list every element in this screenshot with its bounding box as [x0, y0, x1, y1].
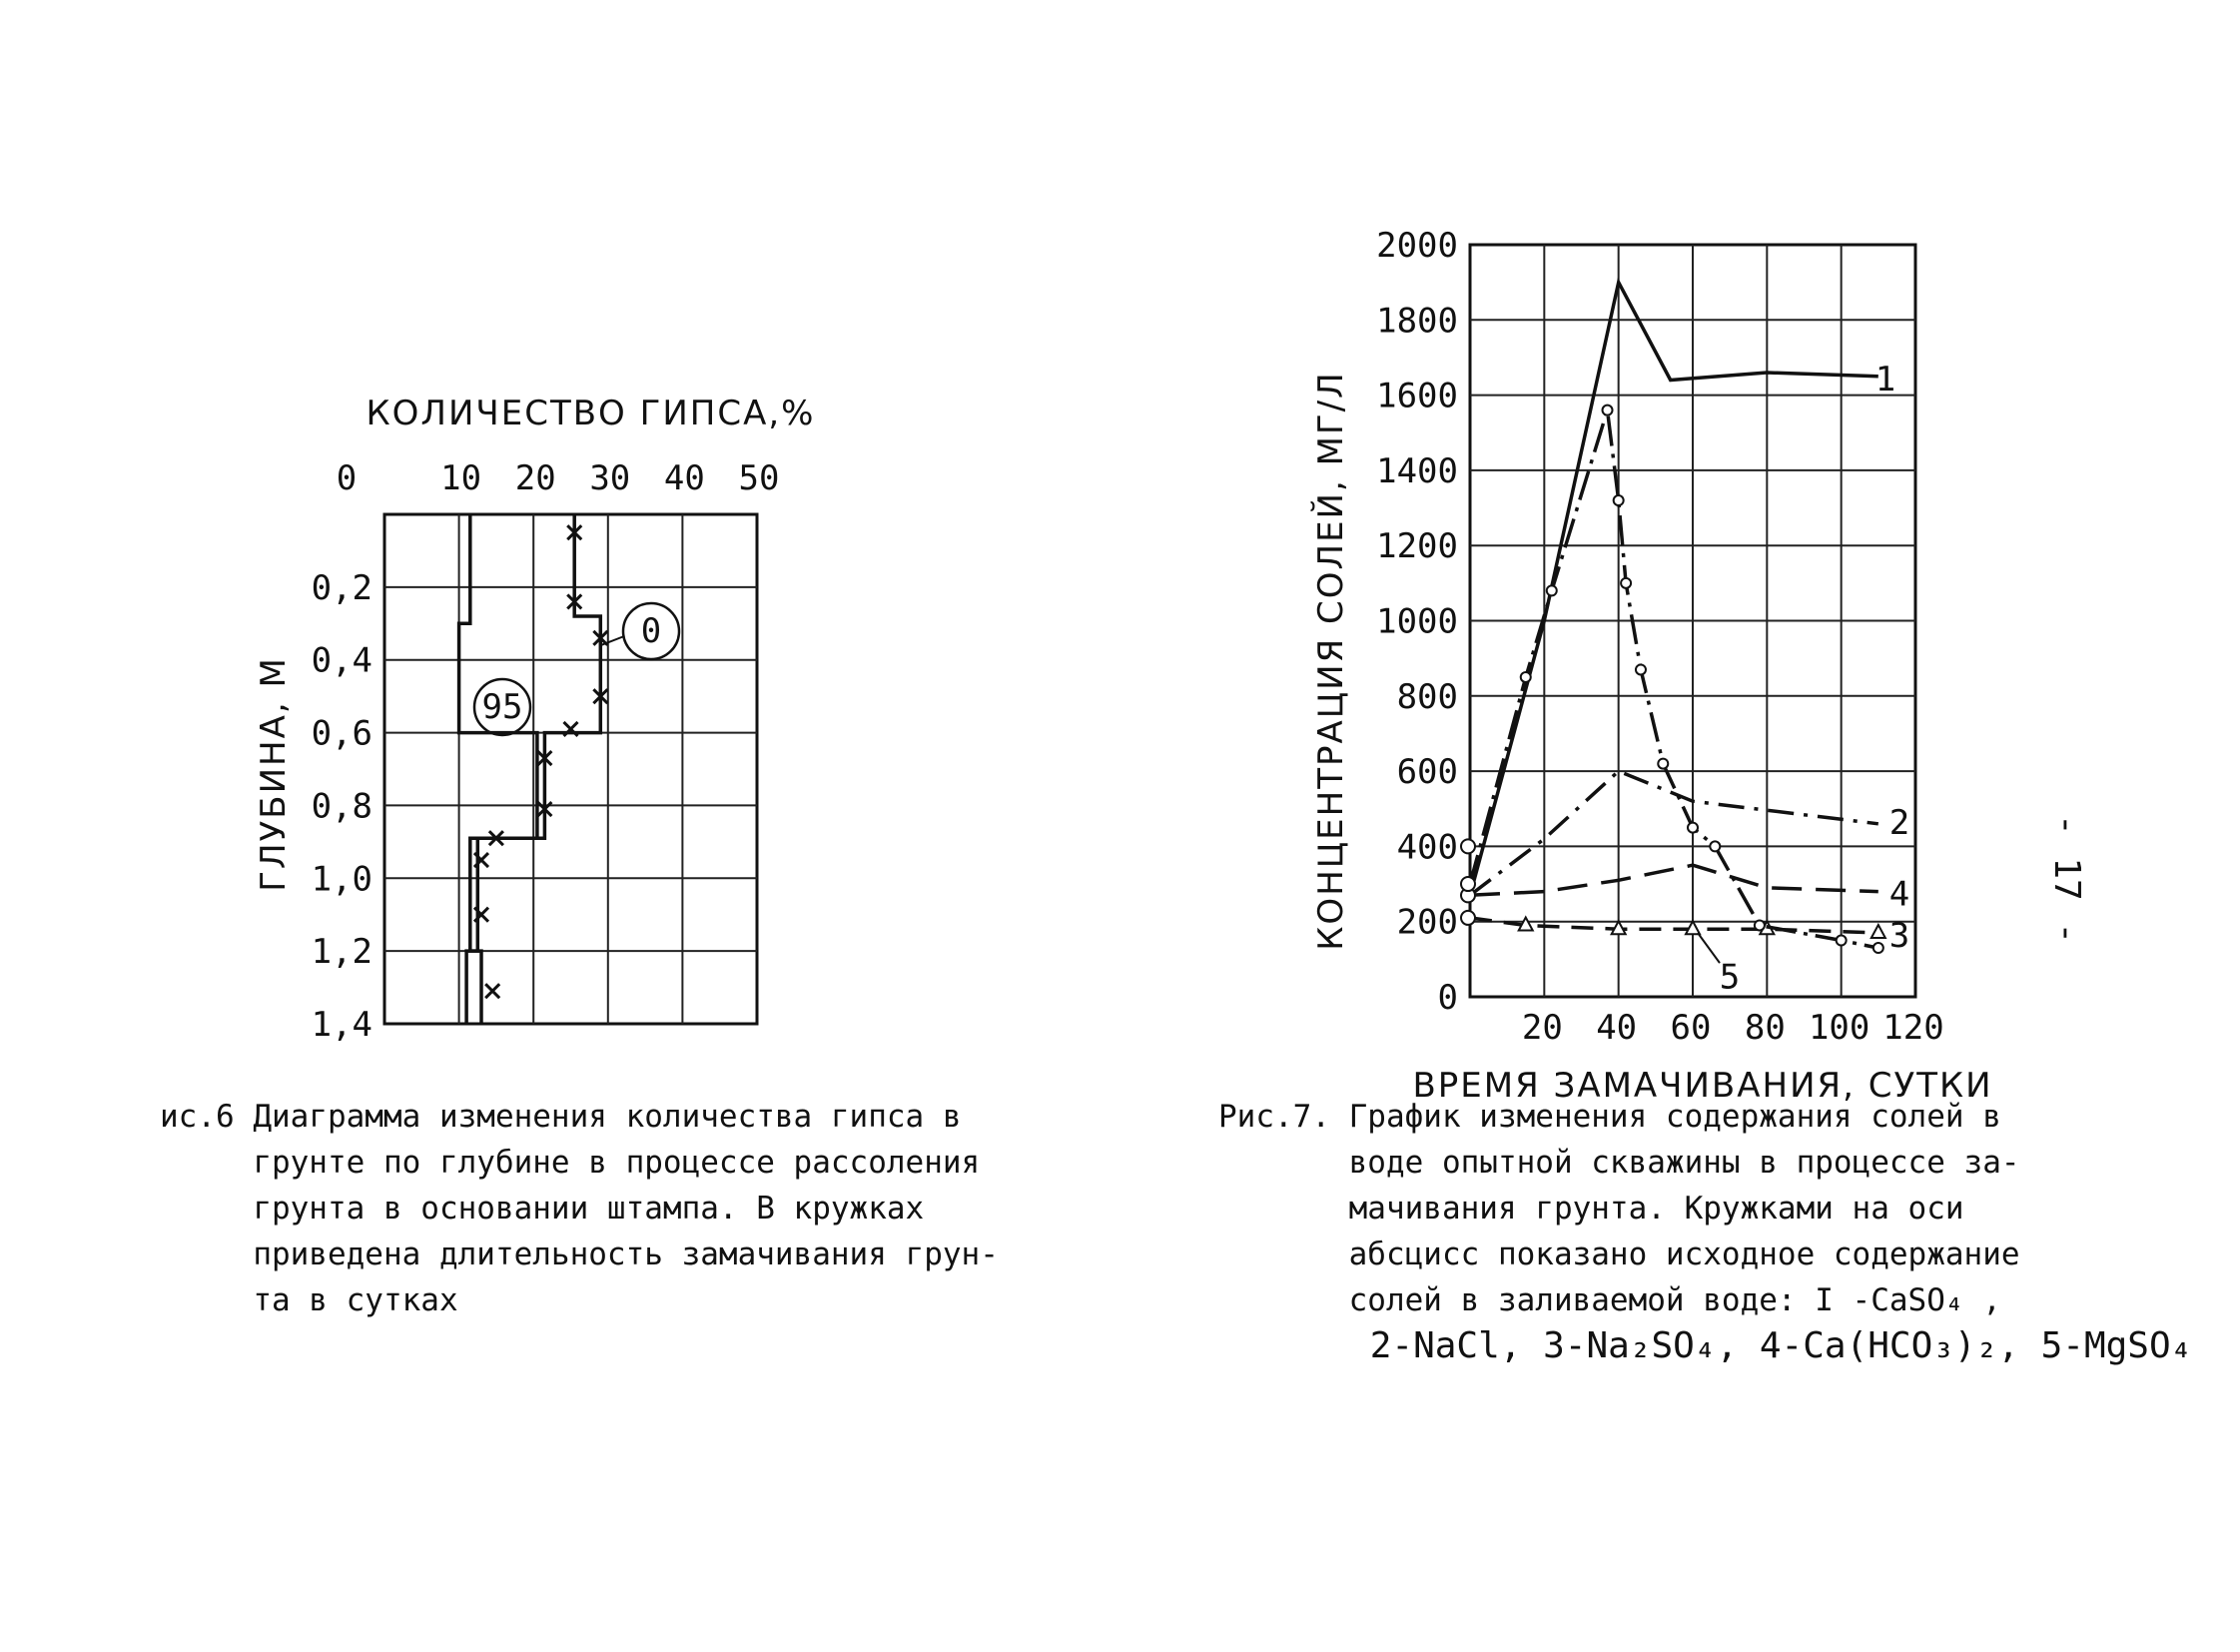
- fig7-circle-marker: [1837, 936, 1847, 946]
- fig7-series-callout-label: 1: [1874, 359, 1896, 400]
- fig7-circle-marker: [1658, 759, 1668, 769]
- fig6-y-tick-label: 1,4: [311, 1005, 373, 1045]
- fig7-x-tick-label: 20: [1521, 1008, 1563, 1048]
- fig6-y-tick-label: 0,6: [311, 713, 373, 754]
- fig6-callout-label-95: 95: [481, 687, 523, 727]
- fig7-series-line-2: [1470, 771, 1878, 895]
- fig7-circle-marker: [1636, 664, 1646, 674]
- fig7-y-axis-label: КОНЦЕНТРАЦИЯ СОЛЕЙ, МГ/Л: [1311, 371, 1351, 951]
- fig7-x-tick-label: 40: [1596, 1008, 1638, 1048]
- fig7-initial-content-circle: [1461, 877, 1475, 891]
- fig7-callout-leader: [1698, 933, 1720, 963]
- fig6-y-tick-label: 1,2: [311, 932, 373, 973]
- fig7-circle-marker: [1603, 406, 1613, 415]
- fig6-x-tick-label: 50: [738, 458, 780, 498]
- fig6-x-tick-label: 20: [514, 458, 556, 498]
- fig7-circle-marker: [1547, 585, 1557, 595]
- fig6-y-tick-label: 0,4: [311, 640, 373, 681]
- fig6-caption-line: приведена длительность замачивания грун-: [160, 1237, 999, 1272]
- fig6-y-tick-label: 0,2: [311, 567, 373, 608]
- fig6-caption-line: грунта в основании штампа. В кружках: [160, 1191, 925, 1227]
- fig7-circle-marker: [1873, 943, 1883, 953]
- fig7-circle-marker: [1688, 823, 1698, 833]
- fig6-x-tick-label: 0: [336, 458, 358, 498]
- fig7-salt-concentration-chart: [1310, 226, 1993, 1106]
- fig6-caption: [160, 1094, 999, 1323]
- fig6-y-tick-label: 0,8: [311, 786, 373, 827]
- fig6-caption-line: ис.6 Диаграмма изменения количества гипса в: [160, 1099, 962, 1135]
- fig7-x-tick-label: 100: [1808, 1008, 1870, 1048]
- fig7-y-tick-label: 200: [1396, 902, 1458, 943]
- fig7-y-tick-label: 1800: [1376, 301, 1458, 342]
- fig6-y-axis-label: ГЛУБИНА, М: [254, 656, 294, 892]
- fig7-y-tick-label: 400: [1396, 827, 1458, 868]
- fig7-caption-line: воде опытной скважины в процессе за-: [1218, 1145, 2020, 1181]
- fig7-y-tick-label: 1000: [1376, 601, 1458, 642]
- fig7-triangle-marker: [1871, 925, 1885, 938]
- fig7-caption-line: мачивания грунта. Кружками на оси: [1218, 1191, 1964, 1227]
- fig6-plot-frame: [384, 514, 757, 1024]
- fig7-circle-marker: [1621, 578, 1631, 588]
- page-number: - 17 -: [2046, 813, 2087, 945]
- fig7-y-tick-label: 2000: [1376, 226, 1458, 266]
- fig7-series-line-4: [1470, 865, 1878, 895]
- fig6-x-tick-label: 10: [440, 458, 482, 498]
- fig6-x-tick-label: 40: [663, 458, 705, 498]
- fig6-series-line-0: [470, 514, 601, 1024]
- fig7-series-callout-label: 2: [1888, 803, 1910, 844]
- fig6-caption-line: грунте по глубине в процессе рассоления: [160, 1145, 981, 1181]
- fig7-x-axis-label: ВРЕМЯ ЗАМАЧИВАНИЯ, СУТКИ: [1412, 1066, 1993, 1106]
- fig6-caption-line: та в сутках: [160, 1282, 458, 1318]
- fig7-x-tick-label: 80: [1744, 1008, 1786, 1048]
- fig7-series-callout-label: 5: [1719, 957, 1741, 998]
- fig7-x-tick-label: 120: [1882, 1008, 1944, 1048]
- fig7-series-callout-label: 4: [1888, 874, 1910, 915]
- fig7-initial-content-circle: [1461, 911, 1475, 925]
- fig6-x-tick-label: 30: [589, 458, 631, 498]
- fig7-caption-line: Рис.7. График изменения содержания солей в: [1218, 1099, 2001, 1135]
- fig7-circle-marker: [1710, 841, 1720, 851]
- fig7-y-tick-label: 1200: [1376, 526, 1458, 567]
- fig7-y-tick-label: 800: [1396, 676, 1458, 717]
- fig6-cross-marker: [485, 984, 499, 998]
- fig7-series-line-1: [1470, 283, 1878, 896]
- fig7-circle-marker: [1521, 672, 1531, 682]
- fig7-y-tick-label: 1600: [1376, 376, 1458, 416]
- fig7-caption-line: солей в заливаемой воде: I -CaSO₄ ,: [1218, 1282, 2001, 1318]
- fig7-y-tick-label: 600: [1396, 752, 1458, 793]
- fig7-circle-marker: [1755, 920, 1765, 930]
- fig6-x-axis-label: КОЛИЧЕСТВО ГИПСА,%: [366, 394, 816, 433]
- fig7-x-tick-label: 60: [1670, 1008, 1712, 1048]
- fig6-y-tick-label: 1,0: [311, 859, 373, 900]
- fig7-circle-marker: [1614, 495, 1624, 505]
- fig7-y-tick-label: 0: [1437, 978, 1458, 1018]
- fig7-series-callout-label: 3: [1888, 915, 1910, 956]
- fig6-gypsum-chart: [254, 394, 815, 1045]
- fig7-caption: [1218, 1094, 2192, 1369]
- fig7-caption-line: 2-NaCl, 3-Na₂SO₄, 4-Ca(HCO₃)₂, 5-MgSO₄: [1218, 1325, 2193, 1366]
- fig7-initial-content-circle: [1461, 839, 1475, 853]
- fig7-y-tick-label: 1400: [1376, 450, 1458, 491]
- fig7-caption-line: абсцисс показано исходное содержание: [1218, 1237, 2020, 1272]
- fig6-callout-label-0: 0: [640, 611, 662, 651]
